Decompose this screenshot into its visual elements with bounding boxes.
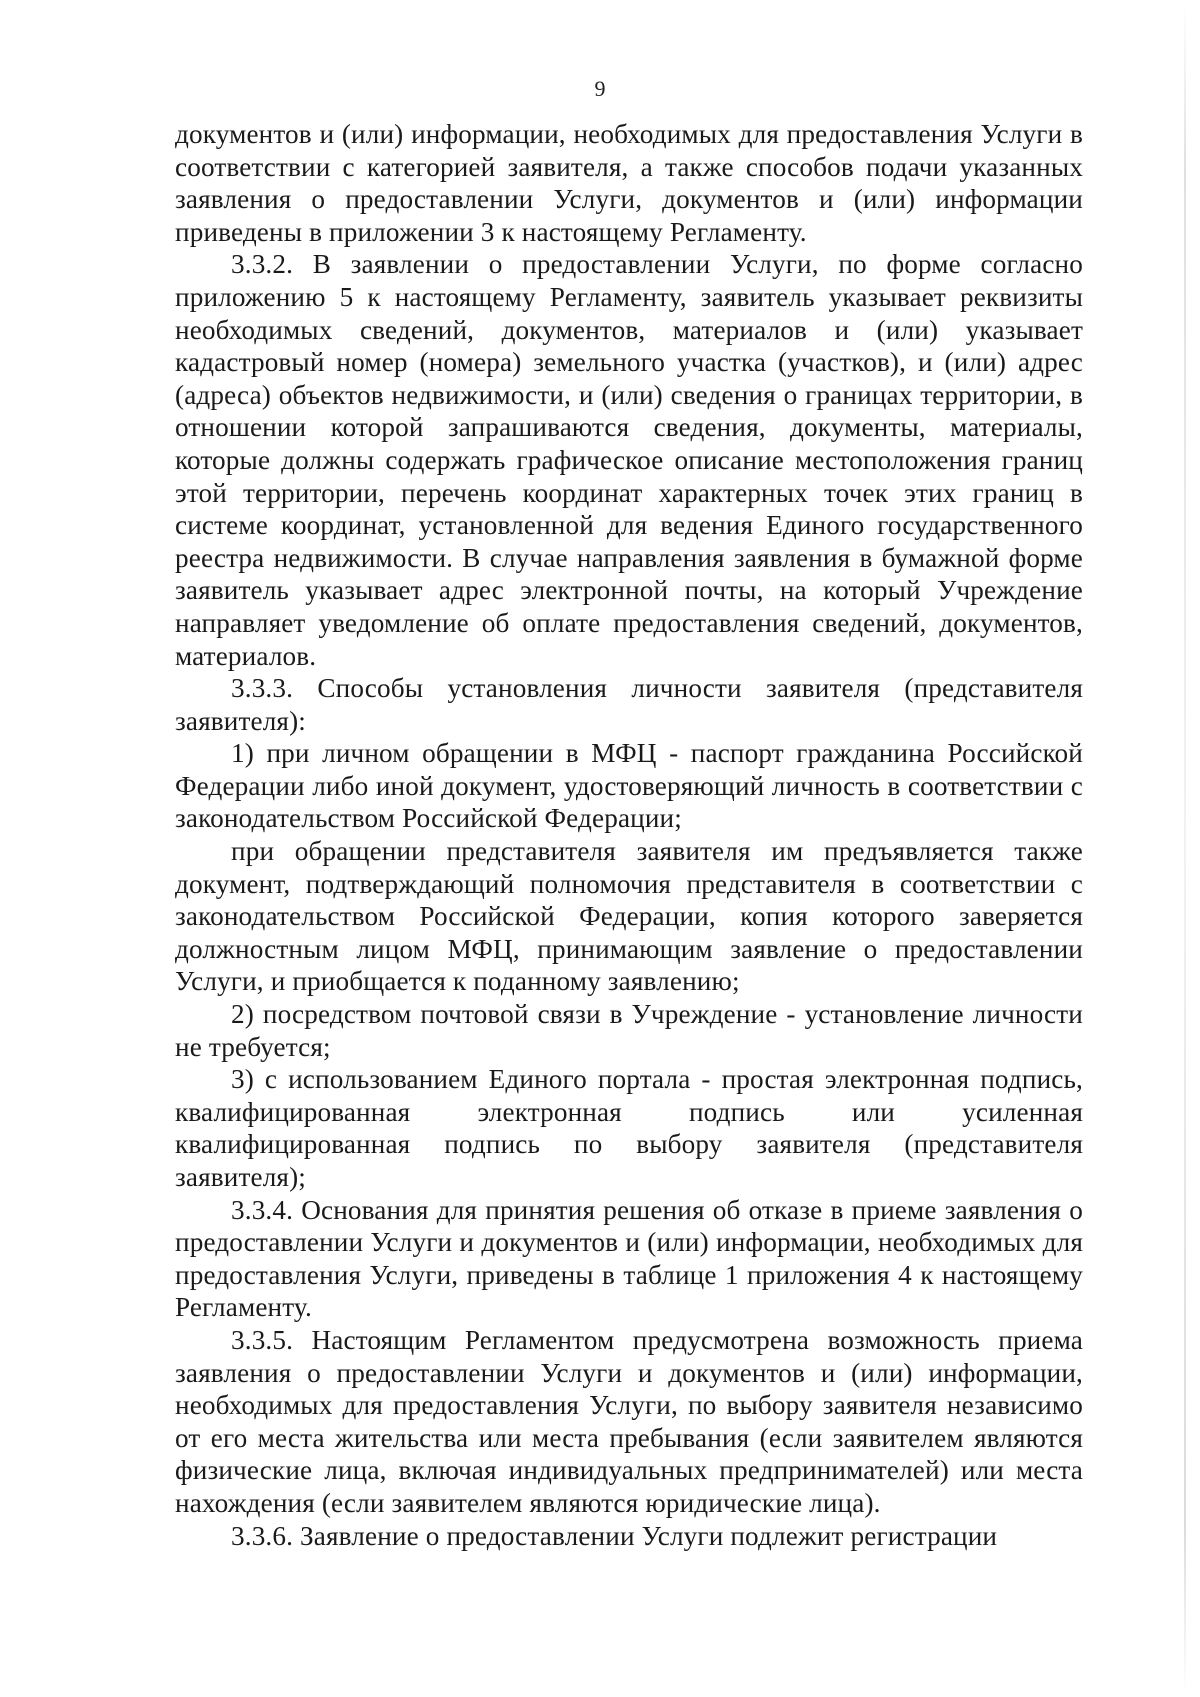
- paragraph-3-3-4: 3.3.4. Основания для принятия решения об отказе в приеме заявления о предоставлении Услуги и документов и (или) информации, необходимых для предоставления Услуги, приведены в таблице 1 приложения 4 к настоящему Регламенту.: [175, 1194, 1083, 1323]
- paragraph-3-3-5: 3.3.5. Настоящим Регламентом предусмотрена возможность приема заявления о предоставлении Услуги и документов и (или) информации, необходимых для предоставления Услуги, по выбору заявителя независимо от его места жительства или места пребывания (если заявителем являются физические лица, включая индивидуальных предпринимателей) или места нахождения (если заявителем являются юридические лица).: [175, 1324, 1083, 1518]
- scan-edge-shadow: [1184, 0, 1186, 1697]
- list-item-2: 2) посредством почтовой связи в Учреждение - установление личности не требуется;: [175, 999, 1083, 1062]
- paragraph-3-3-6: 3.3.6. Заявление о предоставлении Услуги подлежит регистрации: [231, 1520, 998, 1551]
- paragraph-3-3-3: 3.3.3. Способы установления личности заявителя (представителя заявителя):: [175, 673, 1083, 736]
- paragraph-continuation: документов и (или) информации, необходимых для предоставления Услуги в соответствии с категорией заявителя, а также способов подачи указанных заявления о предоставлении Услуги, документов и (или) информации приведены в приложении 3 к настоящему Регламенту.: [175, 119, 1083, 247]
- document-body: [175, 118, 1083, 1552]
- list-item-3: 3) с использованием Единого портала - простая электронная подпись, квалифицированная электронная подпись или усиленная квалифицированная подпись по выбору заявителя (представителя заявителя);: [175, 1064, 1083, 1192]
- page-number: 9: [594, 76, 606, 101]
- paragraph-representative: при обращении представителя заявителя им предъявляется также документ, подтверждающий полномочия представителя в соответствии с законодательством Российской Федерации, копия которого заверяется должностным лицом МФЦ, принимающим заявление о предоставлении Услуги, и приобщается к поданному заявлению;: [175, 836, 1083, 997]
- list-item-1: 1) при личном обращении в МФЦ - паспорт гражданина Российской Федерации либо иной документ, удостоверяющий личность в соответствии с законодательством Российской Федерации;: [175, 738, 1083, 834]
- paragraph-3-3-2: 3.3.2. В заявлении о предоставлении Услуги, по форме согласно приложению 5 к настоящему Регламенту, заявитель указывает реквизиты необходимых сведений, документов, материалов и (или) указывает кадастровый номер (номера) земельного участка (участков), и (или) адрес (адреса) объектов недвижимости, и (или) сведения о границах территории, в отношении которой запрашиваются сведения, документы, материалы, которые должны содержать графическое описание местоположения границ этой территории, перечень координат характерных точек этих границ в системе координат, установленной для ведения Единого государственного реестра недвижимости. В случае направления заявления в бумажной форме заявитель указывает адрес электронной почты, на который Учреждение направляет уведомление об оплате предоставления сведений, документов, материалов.: [175, 249, 1083, 671]
